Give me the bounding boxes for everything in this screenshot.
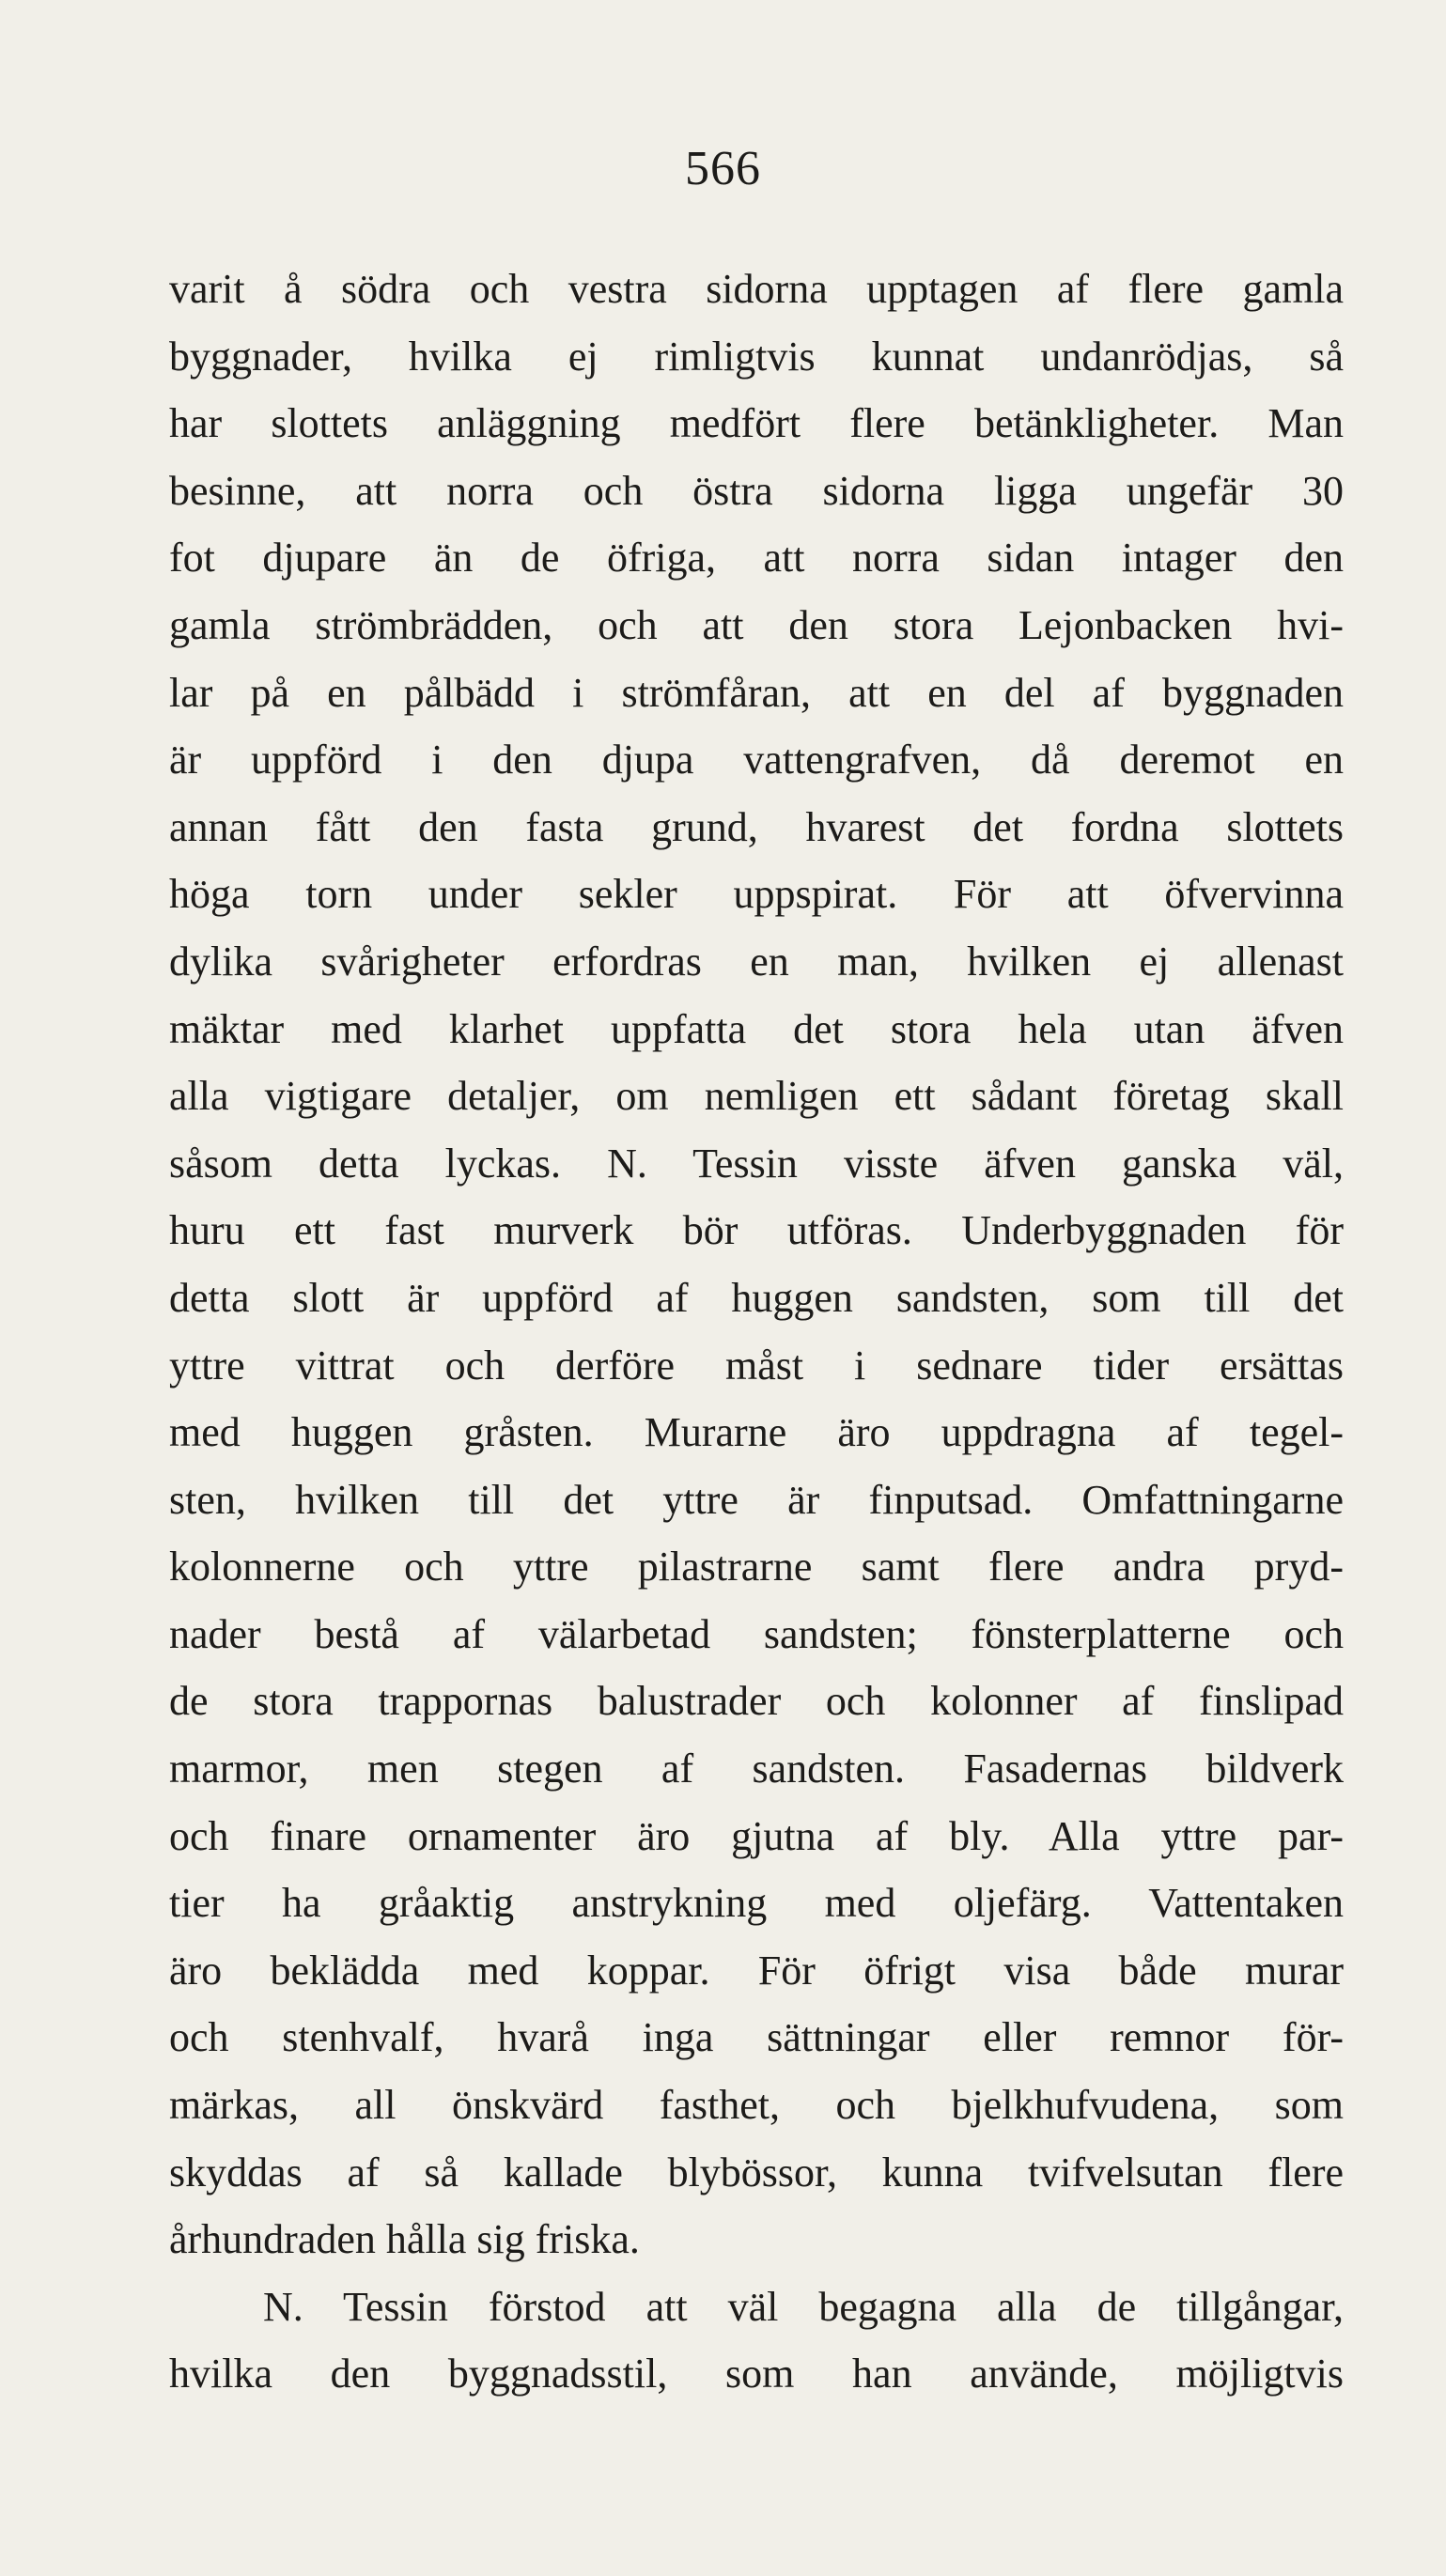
text-line: märkas, all önskvärd fasthet, och bjelkhufvudena, som	[169, 2082, 1344, 2129]
text-line: hvilka den byggnadsstil, som han använde, möjligtvis	[169, 2351, 1344, 2398]
text-line: N. Tessin förstod att väl begagna alla de tillgångar,	[263, 2283, 1344, 2330]
text-line: nader bestå af välarbetad sandsten; fönsterplatterne och	[169, 1610, 1344, 1657]
text-line: huru ett fast murverk bör utföras. Underbyggnaden för	[169, 1207, 1344, 1254]
body-text	[169, 256, 1344, 2408]
text-line: marmor, men stegen af sandsten. Fasadernas bildverk	[169, 1746, 1344, 1792]
text-line: gamla strömbrädden, och att den stora Lejonbacken hvi-	[169, 601, 1344, 648]
text-line: annan fått den fasta grund, hvarest det fordna slottets	[169, 803, 1344, 850]
text-line: de stora trappornas balustrader och kolonner af finslipad	[169, 1678, 1344, 1725]
text-line: och stenhvalf, hvarå inga sättningar eller remnor för-	[169, 2014, 1344, 2061]
text-line: alla vigtigare detaljer, om nemligen ett sådant företag skall	[169, 1073, 1344, 1120]
text-line: med huggen gråsten. Murarne äro uppdragna af tegel-	[169, 1409, 1344, 1456]
text-line: fot djupare än de öfriga, att norra sidan intager den	[169, 535, 1344, 582]
text-line: och finare ornamenter äro gjutna af bly. Alla yttre par-	[169, 1812, 1344, 1859]
text-line: höga torn under sekler uppspirat. För att öfvervinna	[169, 871, 1344, 918]
text-line: tier ha gråaktig anstrykning med oljefärg. Vattentaken	[169, 1880, 1344, 1927]
text-line: sten, hvilken till det yttre är finputsad. Omfattningarne	[169, 1476, 1344, 1523]
text-line: skyddas af så kallade blybössor, kunna tvifvelsutan flere	[169, 2149, 1344, 2196]
text-line: byggnader, hvilka ej rimligtvis kunnat undanrödjas, så	[169, 333, 1344, 380]
text-line: århundraden hålla sig friska.	[169, 2216, 640, 2263]
text-line: besinne, att norra och östra sidorna ligga ungefär 30	[169, 467, 1344, 514]
text-line: detta slott är uppförd af huggen sandsten, som till det	[169, 1274, 1344, 1321]
text-line: dylika svårigheter erfordras en man, hvilken ej allenast	[169, 938, 1344, 985]
page-number: 566	[685, 142, 761, 195]
text-line: yttre vittrat och derföre måst i sednare tider ersättas	[169, 1342, 1344, 1389]
text-line: lar på en pålbädd i strömfåran, att en del af byggnaden	[169, 669, 1344, 716]
text-line: äro beklädda med koppar. För öfrigt visa både murar	[169, 1947, 1344, 1994]
text-line: mäktar med klarhet uppfatta det stora hela utan äfven	[169, 1005, 1344, 1052]
text-line: kolonnerne och yttre pilastrarne samt flere andra pryd-	[169, 1544, 1344, 1591]
text-line: är uppförd i den djupa vattengrafven, då deremot en	[169, 737, 1344, 784]
text-line: varit å södra och vestra sidorna upptagen af flere gamla	[169, 266, 1344, 312]
text-line: har slottets anläggning medfört flere betänkligheter. Man	[169, 400, 1344, 447]
text-line: såsom detta lyckas. N. Tessin visste äfven ganska väl,	[169, 1140, 1344, 1187]
